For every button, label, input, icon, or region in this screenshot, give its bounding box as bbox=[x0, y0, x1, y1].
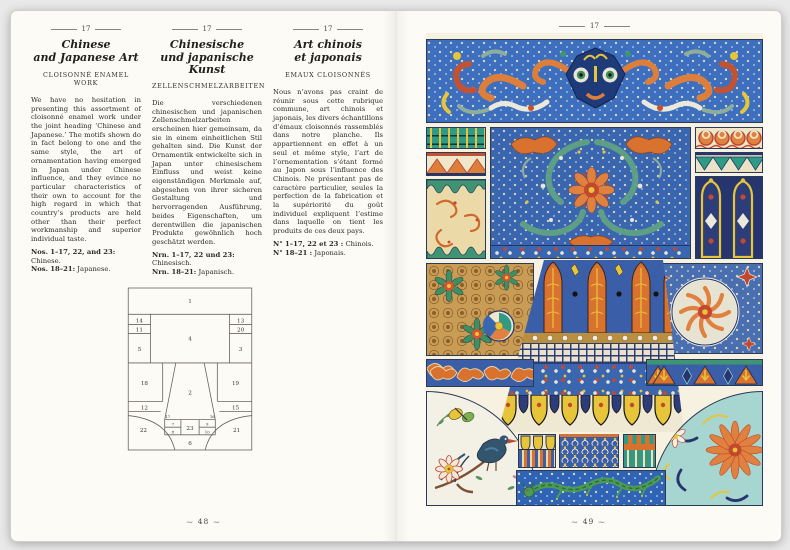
caption-rest: Chinois. bbox=[343, 239, 374, 248]
column-body: We have no hesitation in presenting this assortment of cloisonné enamel work under the joint heading ‘Chinese and Japanese.’ The motifs shown do in fact belong to one and the same style, the art of ornamentation having emerged in Japan under Chinese influence, and they evince no particular characteristics of their own to account for the high regard in which that country’s products are held other than their perfect workmanship and superior individual taste. bbox=[31, 96, 141, 243]
svg-text:2: 2 bbox=[188, 390, 192, 397]
cloisonne-plate bbox=[426, 33, 763, 506]
plate-panel-5-dragon-field bbox=[426, 179, 486, 259]
caption-lead: Nrn. 1–17, 22 und 23: bbox=[152, 250, 235, 259]
svg-text:11: 11 bbox=[135, 327, 143, 334]
column-folio bbox=[273, 25, 383, 33]
column-folio bbox=[31, 25, 141, 33]
plate-panel-11-zigzag-band bbox=[426, 152, 486, 176]
caption-line bbox=[273, 240, 383, 249]
caption-rest: Japanese. bbox=[75, 265, 111, 274]
bat-motif-art bbox=[427, 360, 534, 387]
svg-text:10: 10 bbox=[204, 429, 210, 435]
svg-text:20: 20 bbox=[237, 327, 245, 334]
caption-lead: N° 18–21 : bbox=[273, 248, 313, 257]
plate-panel-4-scroll-field bbox=[490, 127, 691, 259]
folio-rule bbox=[337, 29, 363, 30]
plate-panel-13-wave-band bbox=[695, 127, 763, 149]
column-french bbox=[273, 23, 383, 277]
stripe-cell bbox=[624, 450, 655, 467]
column-body: Die verschiedenen chinesischen und japanischen Zellenschmelzarbeiten erscheinen hier gemeinsam, da sie in einem einheitlichen Stil gehalten sind. Die Kunst der Ornamentik entwickelte sich in Japan unter chinesischem Einfluss und weist keine eigenständigen Merkmale auf, abgesehen von ihrer sicheren Gestaltung und hervorragenden Ausführung, beides Eigenschaften, um derentwillen die japanischen Produkte gewöhnlich hoch geschätzt werden. bbox=[152, 98, 262, 246]
folio-rule bbox=[216, 29, 242, 30]
title-line: Chinese bbox=[61, 38, 111, 51]
panel-4-border-strip bbox=[491, 245, 690, 258]
plate-panel-3-lappet-columns bbox=[695, 176, 763, 259]
caption-lead: Nos. 18–21: bbox=[31, 265, 76, 274]
column-english bbox=[31, 23, 141, 277]
column-body: Nous n’avons pas craint de réunir sous cette rubrique commune, art chinois et japonais, les divers échantillons d’émaux cloisonnés rassemblés dans notre planche. Ils appartiennent en effet à un seul et même style, l’art de l’ornementation s’étant formé au Japon sous l’influence des Chinois. Ne présentant pas de caractère particulier, seules la perfection de la fabrication et la supériorité du goût individuel expliquent l’estime dans laquelle on tient les produits de ces deux pays. bbox=[273, 88, 383, 235]
lappet-column-art bbox=[696, 177, 763, 259]
column-german bbox=[152, 23, 266, 277]
svg-text:13: 13 bbox=[237, 318, 245, 325]
svg-text:12: 12 bbox=[140, 405, 149, 412]
svg-text:22: 22 bbox=[139, 427, 148, 434]
svg-text:5: 5 bbox=[137, 346, 142, 353]
folio-rule bbox=[172, 29, 198, 30]
folio-rule bbox=[604, 26, 630, 27]
plate-panel-1-taotie-frieze bbox=[426, 39, 763, 123]
zigzag-art bbox=[427, 153, 486, 176]
column-title bbox=[31, 39, 141, 66]
vase-fringe-band bbox=[498, 395, 684, 432]
rosette-art bbox=[427, 264, 534, 356]
wave-curl-art bbox=[696, 128, 763, 149]
swash-ornament: ∼ bbox=[597, 518, 607, 528]
plate-panel-23-arch-cell bbox=[559, 434, 619, 468]
plate-panel-14-meander-band bbox=[426, 127, 486, 149]
caption-rest: Chinese. bbox=[31, 256, 61, 265]
rosette-flower bbox=[436, 456, 463, 483]
svg-text:8: 8 bbox=[171, 429, 175, 435]
caption-lead: Nrn. 18–21: bbox=[152, 268, 197, 277]
folio-rule bbox=[559, 26, 585, 27]
caption-lead: N° 1–17, 22 et 23 : bbox=[273, 239, 344, 248]
plate-key-svg bbox=[127, 287, 253, 451]
vase-stud-band bbox=[498, 333, 684, 343]
column-subtitle: CLOISONNÉ ENAMEL WORK bbox=[43, 71, 129, 87]
folio-rule bbox=[51, 29, 77, 30]
plate-key-diagram bbox=[127, 287, 253, 451]
plate-panel-12-bat-band bbox=[426, 359, 534, 387]
right-page-folio bbox=[426, 22, 763, 30]
svg-text:16: 16 bbox=[209, 414, 215, 420]
swash-ornament: ∼ bbox=[570, 518, 580, 528]
plate-panel-20-chevron-band bbox=[695, 152, 763, 173]
title-line: und japanische Kunst bbox=[160, 50, 254, 77]
chrysanthemum bbox=[706, 421, 763, 479]
svg-text:9: 9 bbox=[205, 421, 209, 427]
plate-panel-9-10-small-cells bbox=[623, 434, 656, 468]
svg-text:21: 21 bbox=[232, 427, 241, 434]
title-line: et japonais bbox=[294, 50, 362, 64]
svg-text:17: 17 bbox=[165, 414, 171, 420]
folio-number: 17 bbox=[590, 22, 599, 30]
column-title bbox=[273, 39, 383, 66]
swash-ornament: ∼ bbox=[185, 518, 195, 528]
caption-line bbox=[31, 248, 141, 266]
right-page-number bbox=[396, 517, 781, 528]
folio-number: 17 bbox=[323, 25, 333, 33]
folio-number: 17 bbox=[202, 25, 212, 33]
svg-text:23: 23 bbox=[186, 426, 194, 433]
book-spread bbox=[10, 10, 782, 542]
caption-lead: Nos. 1–17, 22, and 23: bbox=[31, 247, 116, 256]
green-dragon-art bbox=[517, 471, 666, 506]
page-number-text: 48 bbox=[197, 517, 210, 526]
chevron-art bbox=[696, 153, 763, 173]
folio-rule bbox=[95, 29, 121, 30]
title-line: Chinesische bbox=[169, 38, 245, 51]
right-page bbox=[396, 11, 781, 541]
page-number-text: 49 bbox=[582, 517, 595, 526]
plate-panel-15-arrow-band bbox=[646, 359, 763, 386]
plate-panel-18-coin-grid bbox=[426, 263, 534, 356]
folio-number: 17 bbox=[81, 25, 91, 33]
caption-line bbox=[273, 249, 383, 258]
column-subtitle: EMAUX CLOISONNÉS bbox=[285, 71, 371, 79]
svg-text:19: 19 bbox=[231, 381, 240, 388]
column-title bbox=[152, 39, 262, 77]
taotie-mask-art bbox=[427, 40, 763, 123]
svg-text:1: 1 bbox=[188, 299, 192, 306]
svg-text:3: 3 bbox=[238, 346, 243, 353]
svg-text:6: 6 bbox=[188, 440, 192, 447]
svg-text:7: 7 bbox=[171, 421, 175, 427]
text-columns bbox=[31, 23, 383, 277]
title-line: Art chinois bbox=[294, 38, 362, 51]
svg-text:15: 15 bbox=[231, 405, 240, 412]
svg-text:4: 4 bbox=[188, 336, 192, 343]
caption-rest: Japonais. bbox=[312, 248, 346, 257]
column-folio bbox=[152, 25, 262, 33]
stripe-cell bbox=[519, 449, 555, 467]
caption-rest: Japanisch. bbox=[196, 268, 235, 277]
svg-text:14: 14 bbox=[135, 318, 143, 325]
arrow-tree-art bbox=[647, 360, 763, 386]
column-subtitle: ZELLENSCHMELZARBEITEN bbox=[152, 81, 266, 90]
butterfly bbox=[447, 407, 475, 424]
svg-text:18: 18 bbox=[140, 381, 149, 388]
dragon-scroll-art bbox=[427, 180, 486, 259]
peony-scroll-art bbox=[491, 128, 691, 248]
caption-rest: Chinesisch. bbox=[152, 259, 192, 268]
plate-panel-6-dragon-band bbox=[516, 470, 666, 506]
left-page bbox=[11, 11, 396, 541]
swash-ornament: ∼ bbox=[212, 518, 222, 528]
caption-line bbox=[152, 268, 262, 277]
title-line: and Japanese Art bbox=[33, 50, 139, 64]
plate-panel-7-8-small-cells bbox=[518, 434, 556, 468]
fringe-lappets-art bbox=[498, 395, 684, 432]
caption-line bbox=[31, 265, 141, 274]
left-page-number bbox=[11, 517, 396, 528]
folio-rule bbox=[293, 29, 319, 30]
caption-line bbox=[152, 251, 262, 269]
